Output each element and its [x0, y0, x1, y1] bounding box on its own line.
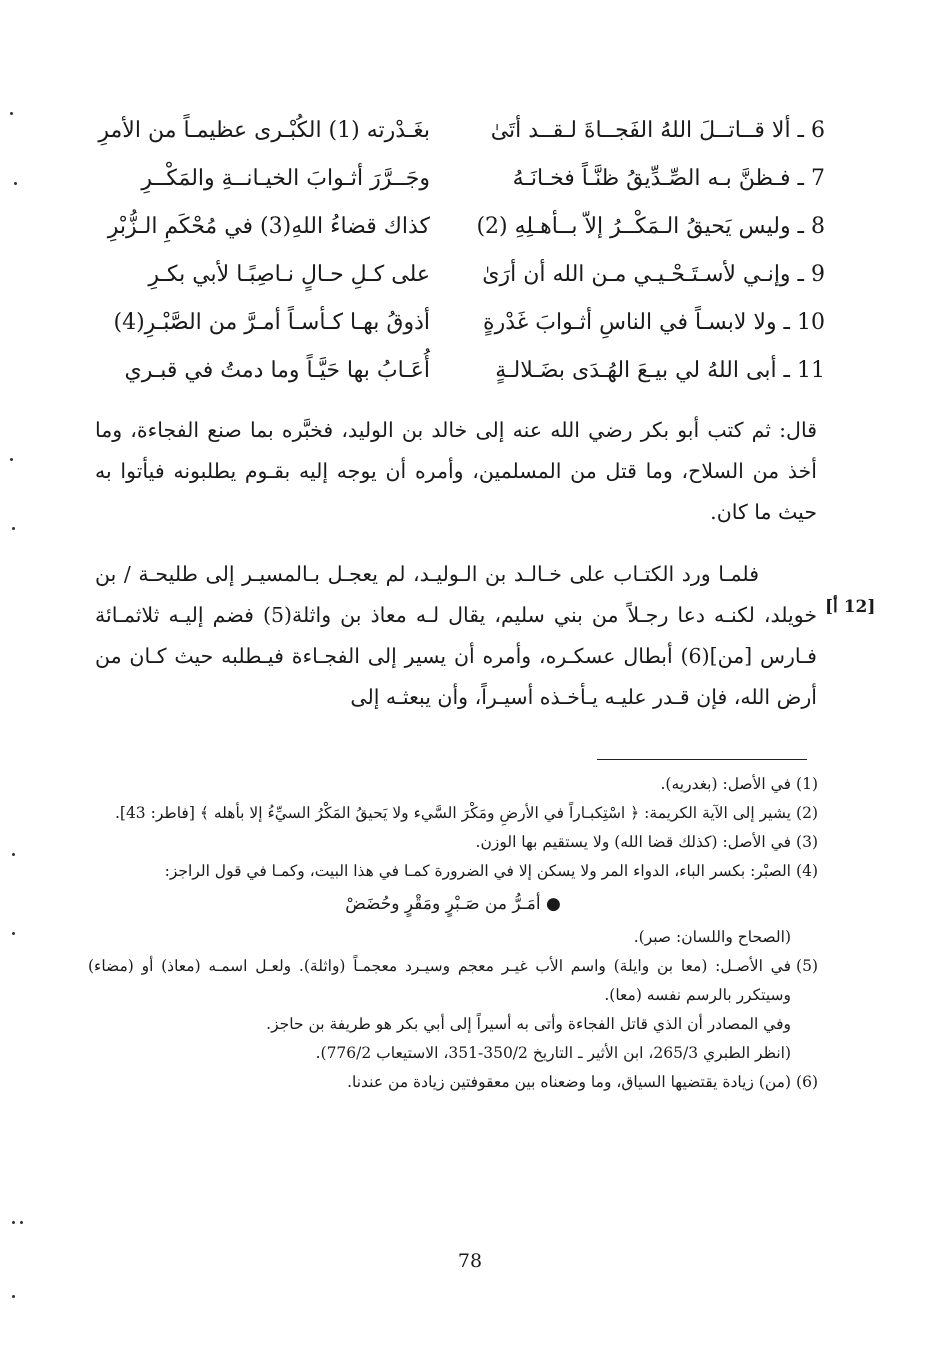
verse-9: [95, 256, 825, 304]
footnote-2: [88, 799, 818, 828]
paragraph-1: [95, 410, 817, 533]
footnote-source: (الصحاح واللسان: صبر).: [633, 928, 791, 946]
margin-folio-note: [12 أ]: [825, 597, 876, 617]
verse-first-hemistich: 10 ـ ولا لابسـاً في الناسِ أثـوابَ غَدْرةٍ: [483, 310, 825, 335]
footnote-3: [88, 828, 818, 857]
footnote-number: (4): [796, 862, 818, 880]
verse-first-hemistich: 11 ـ أبى اللهُ لي بيـعَ الهُـدَى بضَـلالـةٍ: [495, 358, 825, 383]
verse-first-hemistich: 6 ـ ألا قــاتــلَ اللهُ الفَجــاةَ لـقــد أتَىٰ: [490, 118, 825, 143]
scan-speck: [10, 458, 13, 461]
page-number: 78: [457, 1250, 483, 1272]
footnote-6: [88, 1068, 818, 1097]
verse-second-hemistich: وجَــرَّرَ أثـوابَ الخيـانــةِ والمَكْــرِ: [141, 166, 430, 191]
scan-speck: [20, 1221, 23, 1224]
verse-first-hemistich: 8 ـ وليس يَحيقُ الـمَكْــرُ إلاّ بــأهـلِهِ (2): [476, 214, 825, 239]
verse-11: [95, 352, 825, 400]
footnote-number: (1): [796, 775, 818, 793]
footnote-text: في الأصل: (بغدريه).: [660, 775, 791, 793]
verse-7: [95, 160, 825, 208]
verse-first-hemistich: 9 ـ وإنـي لأسـتَـحْـيـي مـن الله أن أرَىٰ: [482, 262, 825, 287]
footnote-5: [88, 952, 818, 1068]
scan-speck: [14, 182, 17, 185]
paragraph-text: قال: ثم كتب أبو بكر رضي الله عنه إلى خالد بن الوليد، فخبَّره بما صنع الفجاءة، وما أخذ من السلاح، وما قتل من المسلمين، وأمره أن يوجه إليه بقـوم يطلبونه فيأتوا به حيث ما كان.: [95, 418, 817, 524]
verse-8: [95, 208, 825, 256]
verse-6: [95, 112, 825, 160]
paragraph-2: [95, 554, 817, 718]
footnote-extra: وفي المصادر أن الذي قاتل الفجاءة وأتى به أسيراً إلى أبي بكر هو طريفة بن حاجز.: [266, 1015, 791, 1033]
footnote-text: الصبْر: بكسر الباء، الدواء المر ولا يسكن إلا في الضرورة كمـا في هذا البيت، وكمـا في قول الراجز:: [164, 862, 791, 880]
verse-second-hemistich: كذاك قضاءُ اللهِ(3) في مُحْكَمِ الـزُّبْرِ: [107, 214, 430, 239]
footnote-references: (انظر الطبري 265/3، ابن الأثير ـ التاريخ 350/2-351، الاستيعاب 776/2).: [315, 1044, 791, 1062]
scan-speck: [12, 932, 15, 935]
footnote-number: (2): [796, 804, 818, 822]
verse-second-hemistich: بغَـدْرته (1) الكُبْـرى عظيمـاً من الأمرِ: [98, 118, 430, 143]
footnote-text: في الأصل: (كذلك قضا الله) ولا يستقيم بها الوزن.: [475, 833, 791, 851]
verse-second-hemistich: أذوقُ بهـا كـأسـاً أمـرَّ من الصَّبْـرِ(4): [113, 310, 430, 335]
verse-second-hemistich: على كـلِ حـالٍ نـاصِبًـا لأبي بكـرِ: [148, 262, 430, 287]
scan-speck: [12, 1221, 15, 1224]
scan-speck: [12, 1295, 15, 1298]
footnotes: [88, 770, 818, 1097]
footnote-text: يشير إلى الآية الكريمة: ﴿ اسْتِكبـاراً في الأرضِ ومَكْرَ السَّيء ولا يَحيقُ المَكْرُ السيِّءُ إلا بأهله ﴾ [فاطر: 43].: [114, 804, 791, 822]
footnote-separator: [597, 759, 807, 760]
scan-speck: [12, 527, 15, 530]
scan-speck: [10, 112, 13, 115]
quoted-verse: ● أمَـرُّ من صَـبْرٍ ومَقْرٍ وحُضَضْ: [345, 894, 561, 914]
footnote-number: (3): [796, 833, 818, 851]
paragraph-text: فلمـا ورد الكتـاب على خـالـد بن الـوليـد، لم يعجـل بـالمسيـر إلى طليحـة / بن خويلد، لكنـه دعا رجـلاً من بني سليم، يقال لـه معاذ بن واثلة(5) فضم إليـه ثلاثمـائة فـارس [من](6) أبطال عسكـره، وأمره أن يسير إلى الفجـاءة فيـطلبه حيث كـان من أرض الله، فإن قـدر عليـه يـأخـذه أسيـراً، وأن يبعثـه إلى: [95, 562, 818, 709]
verse-first-hemistich: 7 ـ فـظنَّ بـه الصِّـدِّيقُ ظنَّـاً فخـانَـهُ: [512, 166, 825, 191]
poem: [95, 112, 825, 400]
footnote-number: (5): [796, 957, 818, 975]
footnote-1: [88, 770, 818, 799]
verse-10: [95, 304, 825, 352]
scan-speck: [12, 853, 15, 856]
verse-second-hemistich: أُعَـابُ بها حَيَّـاً وما دمتُ في قبـري: [124, 358, 430, 383]
footnote-number: (6): [796, 1073, 818, 1091]
footnote-text: (من) زيادة يقتضيها السياق، وما وضعناه بين معقوفتين زيادة من عندنا.: [347, 1073, 791, 1091]
footnote-4: [88, 857, 818, 952]
footnote-text: في الأصـل: (معا بن وايلة) واسم الأب غيـر معجم وسيـرد معجمـاً (واثلة). ولعـل اسمـه (معاذ) أو (مضاء) وسيتكرر بالرسم نفسه (معا).: [88, 957, 791, 1004]
